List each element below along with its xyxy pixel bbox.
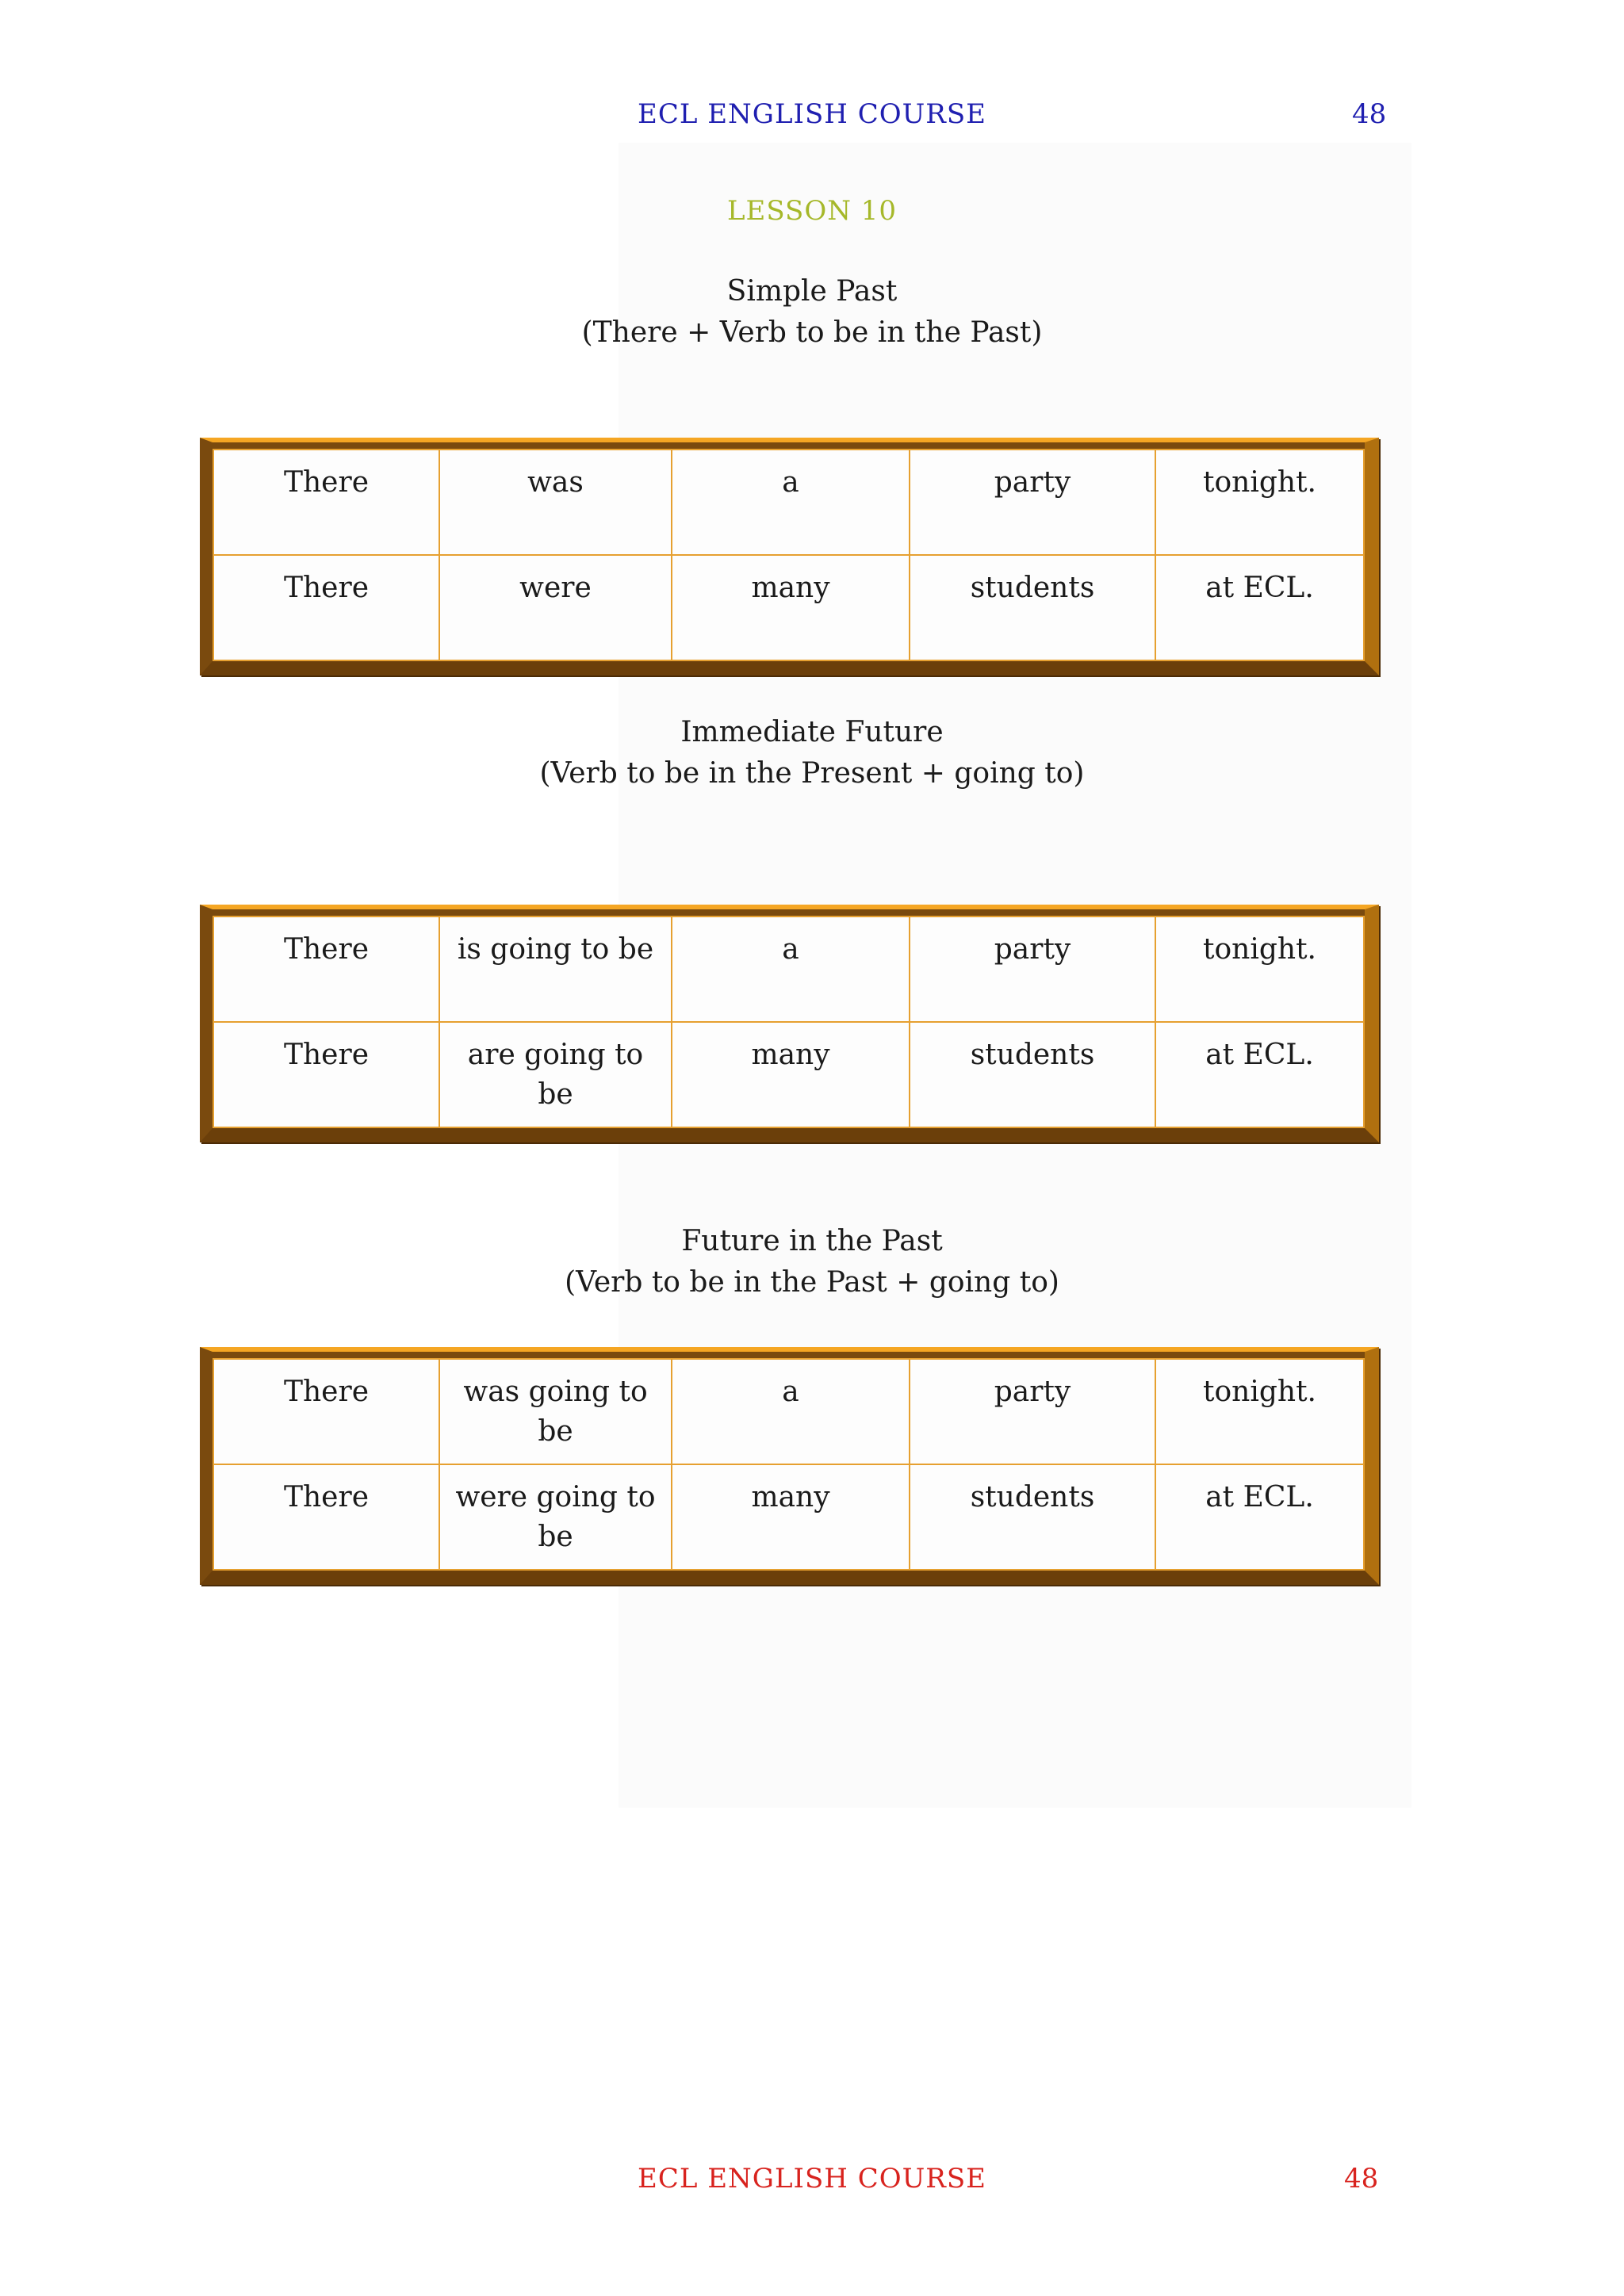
table-cell: at ECL. [1156, 1023, 1365, 1128]
table-cell: were going to be [440, 1465, 672, 1571]
section-subtitle: (Verb to be in the Past + going to) [565, 1266, 1059, 1299]
table-cell: party [910, 450, 1156, 556]
table-cell: party [910, 1360, 1156, 1465]
footer-course-title: ECL ENGLISH COURSE [638, 2163, 986, 2195]
section-subtitle: (Verb to be in the Present + going to) [539, 757, 1085, 790]
table-cell: There [214, 1360, 440, 1465]
table-cell: was [440, 450, 672, 556]
section-title: Immediate Future [680, 716, 944, 748]
section-heading [0, 712, 1624, 794]
grammar-table [200, 1347, 1379, 1585]
table-cell: tonight. [1156, 1360, 1365, 1465]
table-cell: There [214, 917, 440, 1023]
grammar-table [200, 438, 1379, 675]
table-cell: There [214, 556, 440, 661]
header-page-number: 48 [1352, 98, 1387, 130]
section-title: Simple Past [726, 275, 898, 308]
section-heading [0, 271, 1624, 354]
table-cell: students [910, 1023, 1156, 1128]
section-heading [0, 1221, 1624, 1303]
table-cell: at ECL. [1156, 556, 1365, 661]
table-cell: a [672, 450, 910, 556]
table-cell: There [214, 1023, 440, 1128]
table-cell: were [440, 556, 672, 661]
table-cell: a [672, 917, 910, 1023]
table-cell: many [672, 556, 910, 661]
lesson-title: LESSON 10 [726, 195, 898, 227]
section-title: Future in the Past [681, 1225, 943, 1257]
footer-page-number: 48 [1344, 2163, 1379, 2195]
header-course-title: ECL ENGLISH COURSE [638, 98, 986, 130]
table-cell: tonight. [1156, 917, 1365, 1023]
table-cell: There [214, 1465, 440, 1571]
table-cell: There [214, 450, 440, 556]
table-cell: many [672, 1465, 910, 1571]
table-cell: party [910, 917, 1156, 1023]
table-cell: at ECL. [1156, 1465, 1365, 1571]
table-cell: a [672, 1360, 910, 1465]
table-cell: are going to be [440, 1023, 672, 1128]
table-cell: students [910, 556, 1156, 661]
section-subtitle: (There + Verb to be in the Past) [581, 316, 1043, 349]
table-cell: many [672, 1023, 910, 1128]
table-cell: was going to be [440, 1360, 672, 1465]
table-cell: is going to be [440, 917, 672, 1023]
table-cell: tonight. [1156, 450, 1365, 556]
grammar-table [200, 905, 1379, 1142]
table-cell: students [910, 1465, 1156, 1571]
